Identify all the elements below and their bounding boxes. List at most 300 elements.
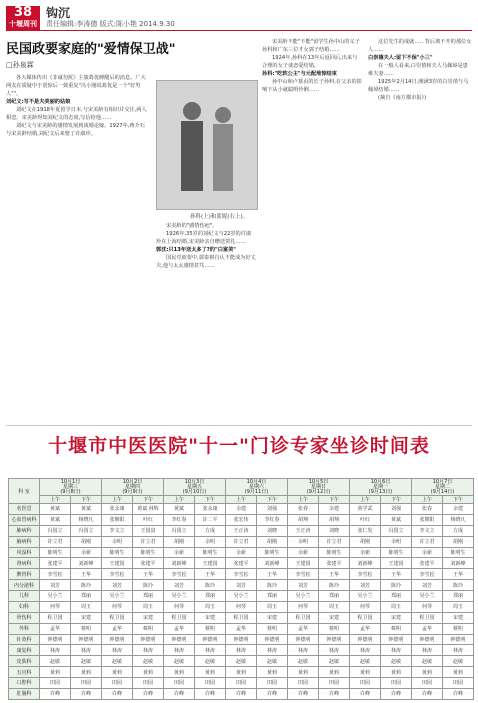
doctor-cell: 周玉 (381, 601, 412, 612)
doctor-cell: 宋建 (257, 612, 288, 623)
doctor-cell: 孟华 (412, 623, 443, 634)
doctor-cell: 黄莉 (164, 667, 195, 678)
doctor-cell: 李雪松 (350, 569, 381, 580)
paragraph: 这位先生的成就……背后离不开的那位女人…… (368, 39, 472, 53)
department-name: 肺病科 (9, 525, 40, 536)
day-date: 10月3日 (184, 478, 205, 485)
day-lunar: (9月11日) (244, 488, 269, 495)
doctor-cell: 程卫国 (288, 612, 319, 623)
doctor-cell: 钟德明 (412, 634, 443, 645)
doctor-cell: 王华 (71, 569, 102, 580)
doctor-cell: 周玉 (257, 601, 288, 612)
doctor-cell: 王建国 (288, 558, 319, 569)
doctor-cell: 林涛 (102, 645, 133, 656)
doctor-cell: 张朝阳 (102, 514, 133, 525)
doctor-cell: 赵敏 (443, 656, 474, 667)
doctor-cell: 刘芳 (164, 580, 195, 591)
doctor-cell: 陈玲 (71, 580, 102, 591)
page-number-badge (6, 6, 40, 30)
table-row (9, 623, 474, 634)
doctor-cell: 陈玲 (443, 580, 474, 591)
doctor-cell: 许峰 (443, 688, 474, 699)
afternoon-header: 下午 (133, 496, 164, 504)
doctor-cell: 李雪松 (412, 569, 443, 580)
doctor-cell: 吴小兰 (288, 591, 319, 602)
doctor-cell: 郑丽 (319, 591, 350, 602)
doctor-cell: 赵敏 (381, 656, 412, 667)
doctor-cell: 李雪松 (288, 569, 319, 580)
article-photo (156, 80, 258, 210)
paragraph: 刘纪文与宋美龄的感情发展到谈婚论嫁。1927年,蒋介石与宋美龄结婚,刘纪文后来娶了许淑珍。 (6, 123, 145, 137)
doctor-cell: 郑丽 (381, 591, 412, 602)
afternoon-header: 下午 (319, 496, 350, 504)
doctor-cell: 刘芳 (350, 580, 381, 591)
doctor-cell: 张仁发 (350, 525, 381, 536)
table-row (9, 569, 474, 580)
doctor-cell: 陈明生 (195, 547, 226, 558)
doctor-cell: 刘新峰 (71, 558, 102, 569)
doctor-cell: 何琴 (40, 601, 71, 612)
table-row (9, 558, 474, 569)
page-number: 38 (13, 5, 33, 20)
doctor-cell: 黄莉 (412, 667, 443, 678)
day-lunar: (9月9日) (122, 488, 143, 495)
section-divider (6, 425, 472, 426)
doctor-cell: 张建平 (40, 558, 71, 569)
doctor-cell: 林涛 (164, 645, 195, 656)
doctor-cell: 郑丽 (195, 591, 226, 602)
doctor-cell: 林涛 (71, 645, 102, 656)
department-name: 骨伤科 (9, 612, 40, 623)
article-column-2 (156, 222, 256, 419)
doctor-cell: 李文立 (102, 525, 133, 536)
doctor-cell: 周玉 (319, 601, 350, 612)
schedule-title: 十堰市中医医院"十一"门诊专家坐诊时间表 (48, 435, 430, 457)
doctor-cell: 赵敏 (226, 656, 257, 667)
article-column-3 (262, 38, 362, 419)
doctor-cell: 吴小兰 (350, 591, 381, 602)
paragraph: 1926年,35岁的刘纪文与22岁的许淑珍在上海结婚,宋美龄亲自赠送贺礼…… (156, 231, 252, 245)
doctor-cell: 胡刚 (350, 536, 381, 547)
morning-header: 上午 (164, 496, 195, 504)
doctor-cell: 林涛 (350, 645, 381, 656)
doctor-cell: 许峰 (133, 688, 164, 699)
doctor-cell: 周玉 (133, 601, 164, 612)
day-lunar: (9月10日) (182, 488, 207, 495)
schedule-body (9, 504, 474, 700)
table-row (9, 547, 474, 558)
day-lunar: (9月13日) (368, 488, 393, 495)
afternoon-header: 下午 (195, 496, 226, 504)
department-name: 儿科 (9, 591, 40, 602)
photo-illustration (157, 81, 257, 209)
doctor-cell: 刘晓 (257, 525, 288, 536)
doctor-cell: 周玉 (195, 601, 226, 612)
doctor-cell: 程卫国 (350, 612, 381, 623)
table-row (9, 601, 474, 612)
doctor-cell: 张建平 (226, 558, 257, 569)
afternoon-header: 下午 (257, 496, 288, 504)
day-date: 10月7日 (432, 478, 453, 485)
doctor-cell: 林涛 (412, 645, 443, 656)
doctor-cell: 钟德明 (443, 634, 474, 645)
doctor-cell: 赵敏 (102, 656, 133, 667)
article-column-4 (368, 38, 472, 419)
day-lunar: (9月8日) (60, 488, 81, 495)
schedule-day-header-row (9, 479, 474, 496)
article-byline: □孙泉霖 (6, 61, 34, 69)
doctor-cell: 何琴 (226, 601, 257, 612)
doctor-cell: 王华 (133, 569, 164, 580)
department-name: 妇科 (9, 601, 40, 612)
table-row (9, 634, 474, 645)
doctor-cell: 陈玲 (133, 580, 164, 591)
doctor-cell: 吴小兰 (40, 591, 71, 602)
subheading: 孙科:"吃软公主"与元配地惊结束 (262, 71, 337, 77)
doctor-cell: 黄莉 (195, 667, 226, 678)
doctor-cell: 林涛 (133, 645, 164, 656)
doctor-cell: 李红春 (164, 514, 195, 525)
doctor-cell: 钟德明 (40, 634, 71, 645)
doctor-cell: 许峰 (195, 688, 226, 699)
doctor-cell: 蔡明 (257, 623, 288, 634)
doctor-cell: 黄斌 (381, 514, 412, 525)
paragraph: 刘纪文在1918年夏留学日本,与宋美龄有相识并交往,两人相恋。宋美龄得知刘纪文的态度,写信给他…… (6, 107, 147, 121)
table-row (9, 667, 474, 678)
doctor-cell: 余建 (443, 504, 474, 515)
table-row (9, 525, 474, 536)
doctor-cell: 刘芳 (102, 580, 133, 591)
header-divider (6, 30, 472, 31)
doctor-cell: 程卫国 (40, 612, 71, 623)
day-date: 10月6日 (370, 478, 391, 485)
doctor-cell: 陈明生 (40, 547, 71, 558)
doctor-cell: 王国富 (133, 525, 164, 536)
doctor-cell: 胡刚 (164, 536, 195, 547)
day-weekday: 星期二 (434, 483, 450, 490)
day-header (288, 479, 350, 496)
doctor-cell: 黄莉 (133, 667, 164, 678)
doctor-cell: 钟德明 (350, 634, 381, 645)
afternoon-header: 下午 (443, 496, 474, 504)
doctor-cell: 余明 (288, 536, 319, 547)
doctor-cell: 钟德明 (226, 634, 257, 645)
corner-header: 科 室 (9, 479, 40, 504)
doctor-cell: 孟华 (226, 623, 257, 634)
doctor-cell: 郑丽 (71, 591, 102, 602)
doctor-cell: 孟华 (164, 623, 195, 634)
doctor-cell: 林涛 (226, 645, 257, 656)
doctor-cell: 林涛 (319, 645, 350, 656)
doctor-cell: 许立君 (133, 536, 164, 547)
doctor-cell: 赵敏 (257, 656, 288, 667)
doctor-cell: 钟德明 (71, 634, 102, 645)
day-weekday: 星期一 (372, 483, 388, 490)
doctor-cell: 黄斌 (40, 504, 71, 515)
doctor-cell: 赵敏 (164, 656, 195, 667)
doctor-cell: 冯国立 (381, 525, 412, 536)
doctor-cell: 许峰 (226, 688, 257, 699)
doctor-cell: 刘芳 (288, 580, 319, 591)
doctor-cell: 许峰 (412, 688, 443, 699)
day-header (412, 479, 474, 496)
day-date: 10月5日 (308, 478, 329, 485)
doctor-cell: 许二平 (195, 514, 226, 525)
afternoon-header: 下午 (381, 496, 412, 504)
doctor-cell: 余新 (288, 547, 319, 558)
table-row (9, 645, 474, 656)
doctor-cell: 钟德明 (195, 634, 226, 645)
doctor-cell: 赵敏 (319, 656, 350, 667)
doctor-cell: 钟德明 (133, 634, 164, 645)
doctor-cell: 许峰 (40, 688, 71, 699)
doctor-cell: 田园 (71, 678, 102, 689)
table-row (9, 688, 474, 699)
day-weekday: 星期四 (124, 483, 140, 490)
doctor-cell: 田园 (412, 678, 443, 689)
doctor-cell: 李雪松 (226, 569, 257, 580)
doctor-cell: 刘强 (257, 504, 288, 515)
paragraph: 宋美龄的"感情伤疤"。 (166, 223, 218, 229)
doctor-cell: 胡刚 (257, 536, 288, 547)
doctor-cell: 钟德明 (257, 634, 288, 645)
department-name: 心血管病科 (9, 514, 40, 525)
day-lunar: (9月12日) (306, 488, 331, 495)
paragraph: 孙中山和卢慕贞的长子孙科,在父亲的影响下从小就聪明伶俐…… (262, 79, 362, 93)
doctor-cell: 王建国 (102, 558, 133, 569)
schedule-table (8, 478, 474, 700)
doctor-cell: 钟德明 (288, 634, 319, 645)
doctor-cell: 张永康 (102, 504, 133, 515)
doctor-cell: 许立君 (40, 536, 71, 547)
day-weekday: 星期三 (62, 483, 78, 490)
doctor-cell: 田园 (40, 678, 71, 689)
doctor-cell: 王建国 (195, 558, 226, 569)
table-row (9, 580, 474, 591)
morning-header: 上午 (226, 496, 257, 504)
doctor-cell: 张春 (288, 504, 319, 515)
doctor-cell: 田园 (319, 678, 350, 689)
doctor-cell: 许峰 (381, 688, 412, 699)
day-header (102, 479, 164, 496)
doctor-cell: 张建平 (319, 558, 350, 569)
doctor-cell: 钟德明 (381, 634, 412, 645)
doctor-cell: 许峰 (319, 688, 350, 699)
doctor-cell: 宋建 (381, 612, 412, 623)
doctor-cell: 赵敏 (133, 656, 164, 667)
doctor-cell: 许峰 (350, 688, 381, 699)
doctor-cell: 黄莉 (40, 667, 71, 678)
day-header (164, 479, 226, 496)
day-header (40, 479, 102, 496)
department-name: 脑病科 (9, 536, 40, 547)
doctor-cell: 田园 (443, 678, 474, 689)
paragraph: 国民党政要中,郭泰祺自认不能成为好丈夫,他与太太感情甚笃…… (156, 255, 256, 269)
doctor-cell: 陈明生 (443, 547, 474, 558)
day-weekday: 星期日 (310, 483, 326, 490)
doctor-cell: 黄莉 (71, 667, 102, 678)
doctor-cell: 张建平 (133, 558, 164, 569)
department-name: 针灸科 (9, 634, 40, 645)
doctor-cell: 林涛 (195, 645, 226, 656)
doctor-cell: 黄斌 林辉 (133, 504, 164, 515)
doctor-cell: 许峰 (164, 688, 195, 699)
doctor-cell: 吴小兰 (102, 591, 133, 602)
doctor-cell: 吴小兰 (226, 591, 257, 602)
doctor-cell: 张朝阳 (412, 514, 443, 525)
doctor-cell: 程卫国 (226, 612, 257, 623)
doctor-cell: 王华 (443, 569, 474, 580)
doctor-cell: 林涛 (381, 645, 412, 656)
doctor-cell: 叶红 (350, 514, 381, 525)
editor-credits: 责任编辑:李涛德 版式:陈小艳 2014.9.30 (46, 20, 175, 28)
doctor-cell: 余新 (164, 547, 195, 558)
doctor-cell: 王正涛 (226, 525, 257, 536)
article-column-1 (6, 74, 150, 419)
doctor-cell: 宋建 (133, 612, 164, 623)
doctor-cell: 田园 (133, 678, 164, 689)
doctor-cell: 刘新峰 (257, 558, 288, 569)
doctor-cell: 周玉 (71, 601, 102, 612)
doctor-cell: 陈明生 (133, 547, 164, 558)
department-name: 康复科 (9, 645, 40, 656)
doctor-cell: 蔡明 (319, 623, 350, 634)
doctor-cell: 黄斌 (164, 504, 195, 515)
subheading: 刘纪文:写不是夫美丽的姑娘 (6, 99, 71, 105)
doctor-cell: 李雪松 (102, 569, 133, 580)
doctor-cell: 余新 (71, 547, 102, 558)
doctor-cell: 刘新峰 (443, 558, 474, 569)
doctor-cell: 李雪松 (40, 569, 71, 580)
department-name: 脾胃科 (9, 569, 40, 580)
doctor-cell: 程卫国 (412, 612, 443, 623)
table-row (9, 591, 474, 602)
doctor-cell: 黄莉 (443, 667, 474, 678)
doctor-cell: 陈明生 (102, 547, 133, 558)
doctor-cell: 张春 (412, 504, 443, 515)
doctor-cell: 余明 (102, 536, 133, 547)
doctor-cell: 钟德明 (319, 634, 350, 645)
doctor-cell: 黄莉 (319, 667, 350, 678)
doctor-cell: 田园 (288, 678, 319, 689)
doctor-cell: 刘晓 (319, 525, 350, 536)
doctor-cell: 蔡明 (443, 623, 474, 634)
doctor-cell: 田园 (350, 678, 381, 689)
doctor-cell: 张宏伟 (226, 514, 257, 525)
doctor-cell: 黄莉 (257, 667, 288, 678)
doctor-cell: 许立君 (319, 536, 350, 547)
department-name: 皮肤科 (9, 656, 40, 667)
doctor-cell: 周玉 (443, 601, 474, 612)
doctor-cell: 郑丽 (443, 591, 474, 602)
doctor-cell: 赵敏 (412, 656, 443, 667)
article-title: 民国政要家庭的"爱情保卫战" (6, 42, 176, 57)
doctor-cell: 李红春 (257, 514, 288, 525)
table-row (9, 678, 474, 689)
day-date: 10月2日 (122, 478, 143, 485)
doctor-cell: 郑丽 (133, 591, 164, 602)
doctor-cell: 孟华 (350, 623, 381, 634)
doctor-cell: 赵敏 (288, 656, 319, 667)
paragraph: 在一般人看来,白崇禧和夫人马佩璋是患难夫妻…… (368, 63, 468, 77)
doctor-cell: 林涛 (288, 645, 319, 656)
doctor-cell: 胡翔 (319, 514, 350, 525)
morning-header: 上午 (412, 496, 443, 504)
doctor-cell: 王华 (381, 569, 412, 580)
doctor-cell: 杨晓凡 (71, 514, 102, 525)
doctor-cell: 程卫国 (102, 612, 133, 623)
doctor-cell: 余明 (195, 536, 226, 547)
doctor-cell: 钟德明 (102, 634, 133, 645)
doctor-cell: 田园 (164, 678, 195, 689)
doctor-cell: 陈明生 (319, 547, 350, 558)
doctor-cell: 黄莉 (102, 667, 133, 678)
department-name: 五官科 (9, 667, 40, 678)
doctor-cell: 张建平 (412, 558, 443, 569)
doctor-cell: 陈明生 (257, 547, 288, 558)
section-name: 十堰周刊 (9, 20, 37, 28)
doctor-cell: 孟华 (40, 623, 71, 634)
doctor-cell: 黄学武 (350, 504, 381, 515)
doctor-cell: 田园 (195, 678, 226, 689)
doctor-cell: 胡刚 (71, 536, 102, 547)
doctor-cell: 冯国立 (71, 525, 102, 536)
doctor-cell: 蔡明 (195, 623, 226, 634)
doctor-cell: 何琴 (350, 601, 381, 612)
doctor-cell: 黄莉 (288, 667, 319, 678)
doctor-cell: 刘强 (381, 504, 412, 515)
department-name: 外科 (9, 623, 40, 634)
department-name: 肾病科 (9, 558, 40, 569)
department-name: 口腔科 (9, 678, 40, 689)
doctor-cell: 冯国立 (40, 525, 71, 536)
doctor-cell: 黄莉 (226, 667, 257, 678)
doctor-cell: 刘新峰 (164, 558, 195, 569)
doctor-cell: 王华 (319, 569, 350, 580)
doctor-cell: 王建国 (381, 558, 412, 569)
doctor-cell: 赵敏 (71, 656, 102, 667)
paragraph: 1925年2月14日,刚满3岁的白崇禧与马佩璋结婚…… (368, 79, 469, 93)
department-name: 风湿科 (9, 547, 40, 558)
doctor-cell: 宋建 (443, 612, 474, 623)
doctor-cell: 余明 (381, 536, 412, 547)
doctor-cell: 刘新峰 (350, 558, 381, 569)
doctor-cell: 王正涛 (288, 525, 319, 536)
paragraph: 各大媒体传出《非诚勿扰》主演葛优睡醒后的消息。广大网友在质疑中于震惊后一致重复"冯小刚说葛优是一个"好男人""。 (6, 75, 146, 97)
doctor-cell: 陈玲 (381, 580, 412, 591)
doctor-cell: 孟华 (288, 623, 319, 634)
day-date: 10月1日 (60, 478, 81, 485)
doctor-cell: 赵敏 (195, 656, 226, 667)
day-weekday: 星期五 (186, 483, 202, 490)
day-header (350, 479, 412, 496)
doctor-cell: 方成 (443, 525, 474, 536)
doctor-cell: 陈玲 (319, 580, 350, 591)
doctor-cell: 杨晓凡 (443, 514, 474, 525)
day-date: 10月4日 (246, 478, 267, 485)
doctor-cell: 林涛 (257, 645, 288, 656)
doctor-cell: 黄斌 (71, 504, 102, 515)
doctor-cell: 叶红 (133, 514, 164, 525)
doctor-cell: 许峰 (288, 688, 319, 699)
doctor-cell: 赵敏 (350, 656, 381, 667)
doctor-cell: 孟华 (102, 623, 133, 634)
table-row (9, 514, 474, 525)
afternoon-header: 下午 (71, 496, 102, 504)
doctor-cell: 许立君 (226, 536, 257, 547)
doctor-cell: 余新 (412, 547, 443, 558)
doctor-cell: 刘芳 (226, 580, 257, 591)
